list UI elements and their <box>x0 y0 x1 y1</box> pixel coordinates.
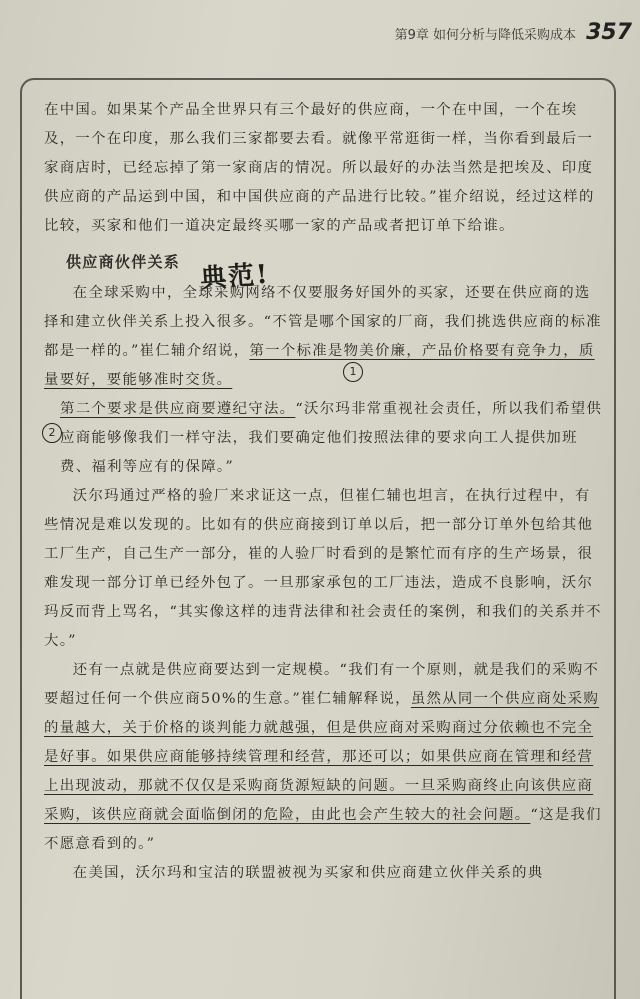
paragraph: 在美国，沃尔玛和宝洁的联盟被视为买家和供应商建立伙伴关系的典 <box>72 865 544 881</box>
handwritten-mark-2: 2 <box>42 423 62 443</box>
handwritten-note: 典范! <box>199 259 271 295</box>
paragraph-text: “沃尔玛非常重视社会责任，所以我们希望供应商能够像我们一样守法，我们要确定他们按照法律的要求向工人提供加班费、福利等应有的保障。” <box>60 401 603 475</box>
paragraph-text: “这是我们不愿意看到的。” <box>44 807 602 852</box>
paragraph <box>44 395 604 482</box>
paragraph <box>44 279 604 395</box>
handwritten-mark-1: 1 <box>343 362 363 382</box>
paragraph <box>44 656 604 859</box>
paragraph: 在中国。如果某个产品全世界只有三个最好的供应商，一个在中国，一个在埃及，一个在印度，那么我们三家都要去看。就像平常逛街一样，当你看到最后一家商店时，已经忘掉了第一家商店的情况。所以最好的办法当然是把埃及、印度供应商的产品运到中国，和中国供应商的产品进行比较。”崔介绍说，经过这样的比较，买家和他们一道决定最终买哪一家的产品或者把订单下给谁。 <box>44 102 595 234</box>
running-header <box>395 20 632 45</box>
chapter-title: 第9章 如何分析与降低采购成本 <box>394 28 577 43</box>
underlined-text: 虽然从同一个供应商处采购的量越大，关于价格的谈判能力就越强，但是供应商对采购商过分依赖也不完全是好事。如果供应商能够持续管理和经营，那还可以；如果供应商在管理和经营上出现波动，那就不仅仅是采购商货源短缺的问题。一旦采购商终止向该供应商采购，该供应商就会面临倒闭的危险，由此也会产生较大的社会问题。 <box>44 691 600 823</box>
underlined-text: 第一个标准是物美价廉，产品价格要有竞争力，质量要好，要能够准时交货。 <box>44 343 595 388</box>
paragraph-text: 还有一点就是供应商要达到一定规模。“我们有一个原则，就是我们的采购不要超过任何一个供应商50%的生意。”崔仁辅解释说， <box>44 662 600 707</box>
page-number: 357 <box>586 20 632 45</box>
paragraph: 沃尔玛通过严格的验厂来求证这一点，但崔仁辅也坦言，在执行过程中，有些情况是难以发现的。比如有的供应商接到订单以后，把一部分订单外包给其他工厂生产，自己生产一部分，崔的人验厂时看到的是繁忙而有序的生产场景，很难发现一部分订单已经外包了。一旦那家承包的工厂违法，造成不良影响，沃尔玛反而背上骂名，“其实像这样的违背法律和社会责任的案例，和我们的关系并不大。” <box>44 488 602 649</box>
paragraph-text: 在全球采购中，全球采购网络不仅要服务好国外的买家，还要在供应商的选择和建立伙伴关系上投入很多。“不管是哪个国家的厂商，我们挑选供应商的标准都是一样的。”崔仁辅介绍说， <box>44 285 602 359</box>
section-heading: 供应商伙伴关系 <box>66 253 181 271</box>
body-text <box>44 96 604 888</box>
underlined-text: 第二个要求是供应商要遵纪守法。 <box>60 401 296 417</box>
